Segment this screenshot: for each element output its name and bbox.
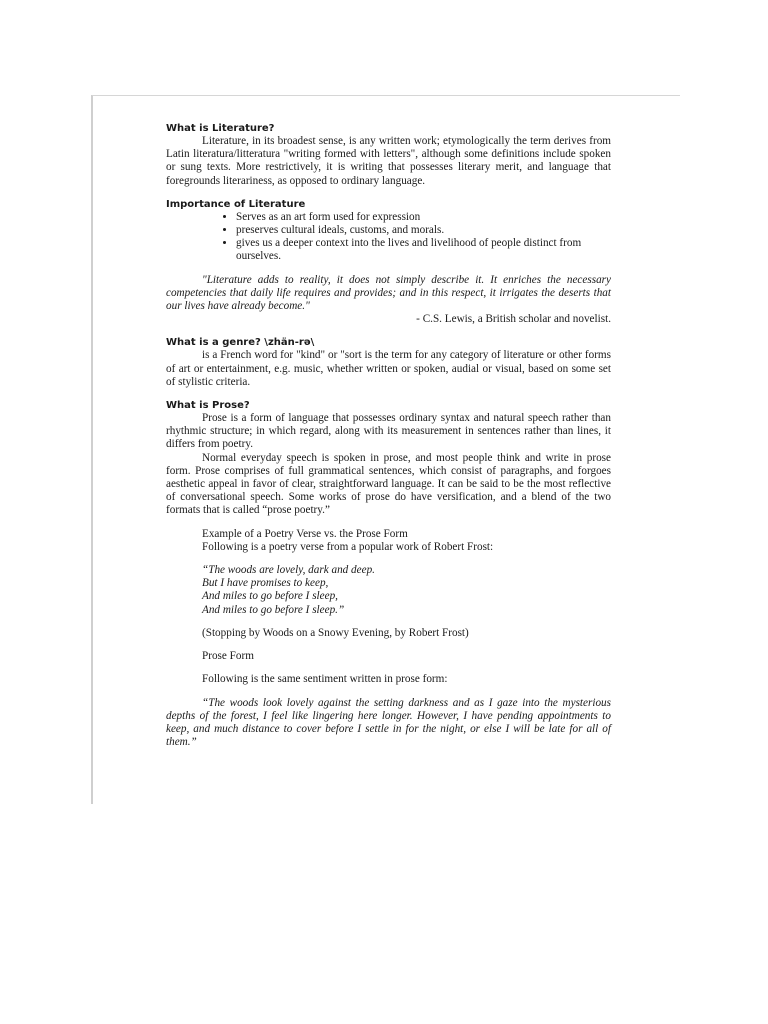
verse-line: And miles to go before I sleep.” — [202, 603, 345, 616]
genre-definition: is a French word for "kind" or "sort is the term for any category of literature or other forms of art or entertainment, e.g. music, whether written or spoken, audial or visual, based on some set of stylistic criteria. — [166, 349, 611, 388]
quote-attribution: - C.S. Lewis, a British scholar and novelist. — [416, 313, 611, 326]
example-title: Example of a Poetry Verse vs. the Prose Form — [202, 527, 408, 540]
prose-form-text: “The woods look lovely against the setting darkness and as I gaze into the mysterious depths of the forest, I feel like lingering here longer. However, I have pending appointments to keep, and much distance to cover before I settle in for the night, or else I will be late for all of them.” — [166, 696, 611, 749]
list-item: • Serves as an art form used for expression — [236, 211, 611, 224]
verse-line: “The woods are lovely, dark and deep. — [202, 564, 375, 577]
lewis-quote: "Literature adds to reality, it does not simply describe it. It enriches the necessary competencies that daily life requires and provides; and in this respect, it irrigates the deserts that our lives have already become." — [166, 273, 611, 313]
importance-list — [166, 211, 611, 264]
example-intro: Following is a poetry verse from a popular work of Robert Frost: — [202, 540, 494, 553]
heading-what-is-prose: What is Prose? — [166, 400, 250, 412]
verse-line: And miles to go before I sleep, — [202, 590, 338, 603]
list-item: • preserves cultural ideals, customs, and morals. — [236, 224, 611, 237]
list-item: • gives us a deeper context into the lives and livelihood of people distinct from ourselves. — [236, 237, 611, 263]
literature-definition: Literature, in its broadest sense, is any written work; etymologically the term derives from Latin literatura/litteratura "writing formed with letters", although some definitions include spoken or sung texts. More restrictively, it is writing that possesses literary merit, and language that foregrounds literariness, as opposed to ordinary language. — [166, 135, 611, 187]
prose-form-label: Prose Form — [202, 650, 254, 663]
prose-paragraph-2: Normal everyday speech is spoken in prose, and most people think and write in prose form. Prose comprises of full grammatical sentences, which consist of paragraphs, and forgoes aesthetic appeal in favor of clear, straightforward language. It can be said to be the most reflective of conversational speech. Some works of prose do have versification, and a blend of the two formats that is called “prose poetry.” — [166, 451, 611, 517]
page-content — [166, 122, 611, 749]
heading-importance-of-literature: Importance of Literature — [166, 198, 306, 210]
verse-source: (Stopping by Woods on a Snowy Evening, by Robert Frost) — [202, 626, 469, 639]
prose-paragraph-1: Prose is a form of language that possesses ordinary syntax and natural speech rather than rhythmic structure; in which regard, along with its measurement in sentences rather than lines, it differs from poetry. — [166, 412, 611, 451]
document-page — [91, 95, 680, 804]
prose-form-intro: Following is the same sentiment written in prose form: — [202, 673, 448, 686]
heading-what-is-genre: What is a genre? \zhän-rə\ — [166, 337, 315, 349]
heading-what-is-literature: What is Literature? — [166, 123, 275, 134]
verse-line: But I have promises to keep, — [202, 577, 329, 590]
